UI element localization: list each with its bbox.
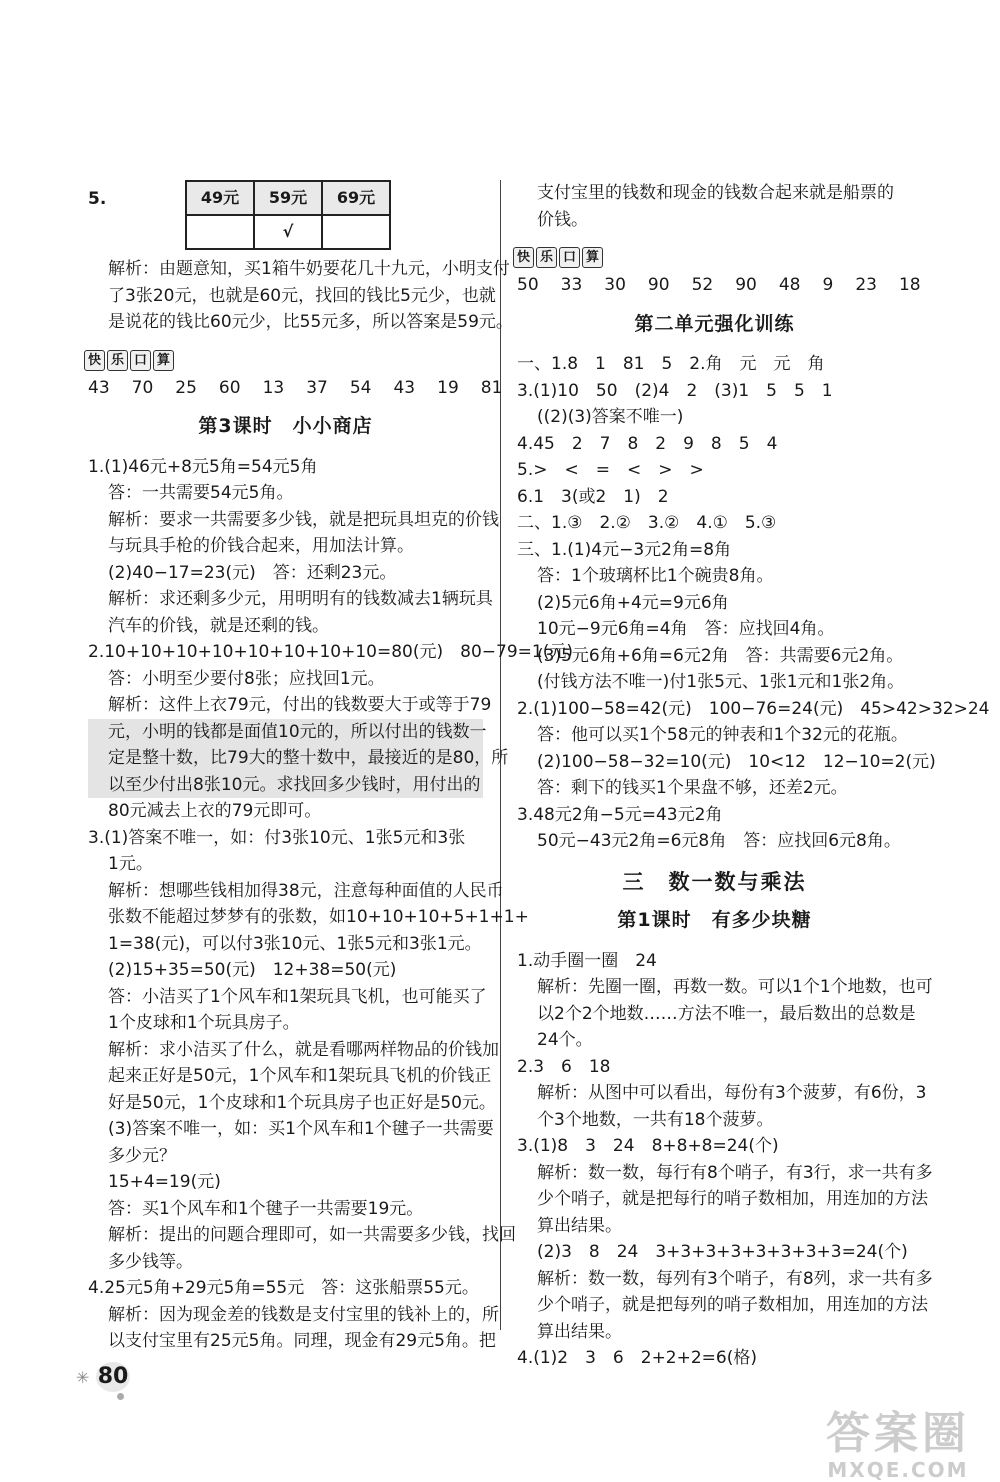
text-line: 支付宝里的钱数和现金的钱数合起来就是船票的 bbox=[537, 183, 894, 203]
mental-math-answer: 43 bbox=[393, 377, 416, 398]
answer-line: 50元−43元2角=6元8角 答：应找回6元8角。 bbox=[537, 831, 901, 851]
answer-line: 解析：因为现金差的钱数是支付宝里的钱补上的，所 bbox=[108, 1304, 499, 1325]
answer-line: 答：小洁买了1个风车和1架玩具飞机，也可能买了 bbox=[108, 986, 487, 1007]
question-line: 6.1 3(或2 1) 2 bbox=[517, 486, 669, 507]
answer-line: 定是整十数，比79大的整十数中，最接近的是80，所 bbox=[88, 745, 483, 772]
question-line: 4.25元5角+29元5角=55元 答：这张船票55元。 bbox=[88, 1278, 479, 1298]
answer-line: 以至少付出8张10元。求找回多少钱时，用付出的 bbox=[88, 772, 483, 799]
question-line: 5.> < = < > > bbox=[517, 460, 704, 480]
question-line: 2.10+10+10+10+10+10+10+10=80(元) 80−79=1(元) bbox=[88, 642, 573, 662]
question-line: 1.动手圈一圈 24 bbox=[517, 950, 657, 971]
table-cell: √ bbox=[254, 215, 322, 249]
answer-line: 15+4=19(元) bbox=[108, 1172, 221, 1192]
mental-math-answer: 60 bbox=[218, 377, 241, 398]
kuaile-char: 快 bbox=[513, 247, 534, 268]
question-line: 3.(1)答案不唯一，如：付3张10元、1张5元和3张 bbox=[88, 827, 466, 848]
mental-math-answer: 90 bbox=[735, 275, 757, 295]
answer-line: (2)5元6角+4元=9元6角 bbox=[537, 592, 729, 613]
question-line: 3.(1)8 3 24 8+8+8=24(个) bbox=[517, 1136, 779, 1156]
answer-line: (3)答案不唯一，如：买1个风车和1个毽子一共需要 bbox=[108, 1119, 494, 1139]
mental-math-answer: 70 bbox=[131, 377, 154, 398]
question-line: 2.3 6 18 bbox=[517, 1056, 611, 1077]
answer-line: 解析：想哪些钱相加得38元，注意每种面值的人民币 bbox=[108, 880, 504, 901]
kuaile-char: 算 bbox=[582, 247, 603, 268]
answer-line: 1个皮球和1个玩具房子。 bbox=[108, 1013, 300, 1033]
question-line: 三、1.(1)4元−3元2角=8角 bbox=[517, 539, 732, 560]
question-line: 3.48元2角−5元=43元2角 bbox=[517, 804, 723, 825]
section-title: 第1课时 有多少块糖 bbox=[617, 909, 812, 931]
answer-line: 解析：提出的问题合理即可，如一共需要多少钱，找回 bbox=[108, 1225, 516, 1245]
mental-math-answer: 23 bbox=[855, 275, 877, 295]
answer-line: ((2)(3)答案不唯一) bbox=[537, 407, 684, 427]
analysis-line: 解析：由题意知，买1箱牛奶要花几十九元，小明支付 bbox=[108, 259, 510, 279]
answer-line: 解析：先圈一圈，再数一数。可以1个1个地数，也可 bbox=[537, 977, 933, 997]
answer-line: 算出结果。 bbox=[537, 1321, 622, 1342]
answer-line: 元，小明的钱都是面值10元的，所以付出的钱数一 bbox=[88, 719, 483, 746]
question-number: 5. bbox=[88, 189, 107, 209]
kuaile-char: 算 bbox=[153, 350, 174, 371]
answer-line: 与玩具手枪的价钱合起来，用加法计算。 bbox=[108, 536, 414, 556]
watermark-text: 答案圈 bbox=[826, 1408, 970, 1459]
answer-line: 个3个地数，一共有18个菠萝。 bbox=[537, 1109, 774, 1130]
table-header-cell: 49元 bbox=[186, 181, 254, 215]
answer-list bbox=[517, 351, 990, 855]
answer-line: 张数不能超过梦梦有的张数，如10+10+10+5+1+1+ bbox=[108, 907, 529, 927]
kuaile-char: 口 bbox=[130, 350, 151, 371]
mental-math-answer: 30 bbox=[604, 275, 626, 295]
answer-line: 少个哨子，就是把每列的哨子数相加，用连加的方法 bbox=[537, 1295, 928, 1315]
mental-math-answer: 18 bbox=[898, 275, 921, 295]
question-line: 2.(1)100−58=42(元) 100−76=24(元) 45>42>32>24 bbox=[517, 698, 990, 719]
mental-math-answer: 13 bbox=[262, 377, 285, 398]
table-header-cell: 59元 bbox=[254, 181, 322, 215]
mental-math-answer: 25 bbox=[175, 377, 197, 398]
dot-decoration bbox=[117, 1393, 124, 1400]
price-table bbox=[185, 180, 391, 250]
question-line: 4.(1)2 3 6 2+2+2=6(格) bbox=[517, 1348, 758, 1368]
answer-line: 解析：这件上衣79元，付出的钱数要大于或等于79 bbox=[108, 695, 492, 715]
mental-math-answer: 81 bbox=[480, 377, 503, 398]
answer-line: 解析：求还剩多少元，用明明有的钱数减去1辆玩具 bbox=[108, 589, 493, 609]
text-line: 价钱。 bbox=[537, 209, 588, 230]
answer-line: 以支付宝里有25元5角。同理，现金有29元5角。把 bbox=[108, 1331, 496, 1351]
unit-title: 三 数一数与乘法 bbox=[622, 869, 807, 894]
answer-line: (2)40−17=23(元) 答：还剩23元。 bbox=[108, 562, 397, 583]
table-cell bbox=[322, 215, 390, 249]
answer-line: 算出结果。 bbox=[537, 1215, 622, 1236]
question-5 bbox=[88, 180, 483, 250]
answer-line: (3)5元6角+6角=6元2角 答：共需要6元2角。 bbox=[537, 645, 904, 666]
answer-line: 80元减去上衣的79元即可。 bbox=[108, 801, 322, 821]
mental-math-answer: 33 bbox=[560, 275, 583, 295]
answer-line: 1元。 bbox=[108, 854, 153, 874]
answer-line: (付钱方法不唯一)付1张5元、1张1元和1张2角。 bbox=[537, 672, 905, 692]
analysis-line: 了3张20元，也就是60元，找回的钱比5元少，也就 bbox=[108, 285, 496, 306]
answer-line: 多少元？ bbox=[108, 1145, 176, 1166]
answer-line: 解析：从图中可以看出，每份有3个菠萝，有6份，3 bbox=[537, 1083, 927, 1103]
answer-line: 少个哨子，就是把每行的哨子数相加，用连加的方法 bbox=[537, 1189, 928, 1209]
answer-line: 汽车的价钱，就是还剩的钱。 bbox=[108, 615, 329, 636]
mental-math-answer: 43 bbox=[88, 377, 110, 398]
question-line: 一、1.8 1 81 5 2.角 元 元 角 bbox=[517, 354, 825, 374]
section-title: 第3课时 小小商店 bbox=[198, 415, 373, 437]
watermark-url: MXQE.COM bbox=[827, 1458, 969, 1482]
answer-line: (2)3 8 24 3+3+3+3+3+3+3+3=24(个) bbox=[537, 1242, 908, 1262]
answer-line: 答：小明至少要付8张；应找回1元。 bbox=[108, 668, 385, 689]
mental-math-answer: 48 bbox=[778, 275, 801, 295]
right-column bbox=[516, 180, 990, 1372]
mental-math-answer: 37 bbox=[306, 377, 328, 398]
section-title: 第二单元强化训练 bbox=[634, 312, 795, 335]
mental-math-answers bbox=[88, 375, 503, 402]
answer-line: 1=38(元)，可以付3张10元、1张5元和3张1元。 bbox=[108, 933, 482, 954]
answer-line: 好是50元，1个皮球和1个玩具房子也正好是50元。 bbox=[108, 1092, 496, 1113]
kuaile-kousuan-label bbox=[84, 350, 483, 371]
answer-line: 解析：求小洁买了什么，就是看哪两样物品的价钱加 bbox=[108, 1039, 499, 1060]
kuaile-char: 口 bbox=[559, 247, 580, 268]
kuaile-kousuan-label bbox=[513, 247, 912, 268]
answer-line: 答：他可以买1个58元的钟表和1个32元的花瓶。 bbox=[537, 725, 908, 745]
answer-line: 答：1个玻璃杯比1个碗贵8角。 bbox=[537, 566, 774, 586]
question-line: 4.45 2 7 8 2 9 8 5 4 bbox=[517, 433, 778, 454]
question-line: 3.(1)10 50 (2)4 2 (3)1 5 5 1 bbox=[517, 380, 833, 401]
mental-math-answer: 54 bbox=[349, 377, 372, 398]
mental-math-answer: 19 bbox=[437, 377, 459, 398]
mental-math-answers bbox=[517, 272, 921, 299]
answer-line: (2)15+35=50(元) 12+38=50(元) bbox=[108, 960, 397, 980]
watermark-logo bbox=[826, 1410, 970, 1482]
answer-line: 24个。 bbox=[537, 1030, 593, 1050]
answer-line: 答：一共需要54元5角。 bbox=[108, 483, 294, 503]
mental-math-answer: 52 bbox=[691, 275, 714, 295]
question-line: 1.(1)46元+8元5角=54元5角 bbox=[88, 456, 318, 477]
answer-line: 解析：数一数，每行有8个哨子，有3行，求一共有多 bbox=[537, 1162, 933, 1183]
kuaile-char: 乐 bbox=[107, 350, 128, 371]
mental-math-answer: 90 bbox=[647, 275, 670, 295]
answer-list bbox=[517, 948, 933, 1372]
kuaile-char: 快 bbox=[84, 350, 105, 371]
answer-line: (2)100−58−32=10(元) 10<12 12−10=2(元) bbox=[537, 751, 936, 772]
star-icon: ✳ bbox=[76, 1368, 90, 1387]
answer-line: 10元−9元6角=4角 答：应找回4角。 bbox=[537, 619, 835, 639]
analysis-line: 是说花的钱比60元少，比55元多，所以答案是59元。 bbox=[108, 312, 513, 332]
answer-line: 起来正好是50元，1个风车和1架玩具飞机的价钱正 bbox=[108, 1066, 492, 1086]
table-cell bbox=[186, 215, 254, 249]
answer-line: 多少钱等。 bbox=[108, 1251, 193, 1272]
answer-line: 答：剩下的钱买1个果盘不够，还差2元。 bbox=[537, 778, 848, 798]
mental-math-answer: 50 bbox=[517, 275, 539, 295]
mental-math-answer: 9 bbox=[822, 275, 834, 295]
question-line: 二、1.③ 2.② 3.② 4.① 5.③ bbox=[517, 513, 777, 533]
answer-line: 答：买1个风车和1个毽子一共需要19元。 bbox=[108, 1198, 424, 1219]
table-header-cell: 69元 bbox=[322, 181, 390, 215]
page-number: 80 bbox=[96, 1362, 130, 1392]
answer-line: 解析：数一数，每列有3个哨子，有8列，求一共有多 bbox=[537, 1268, 933, 1289]
kuaile-char: 乐 bbox=[536, 247, 557, 268]
answer-line: 解析：要求一共需要多少钱，就是把玩具坦克的价钱 bbox=[108, 509, 499, 530]
answer-line: 以2个2个地数……方法不唯一，最后数出的总数是 bbox=[537, 1003, 916, 1024]
